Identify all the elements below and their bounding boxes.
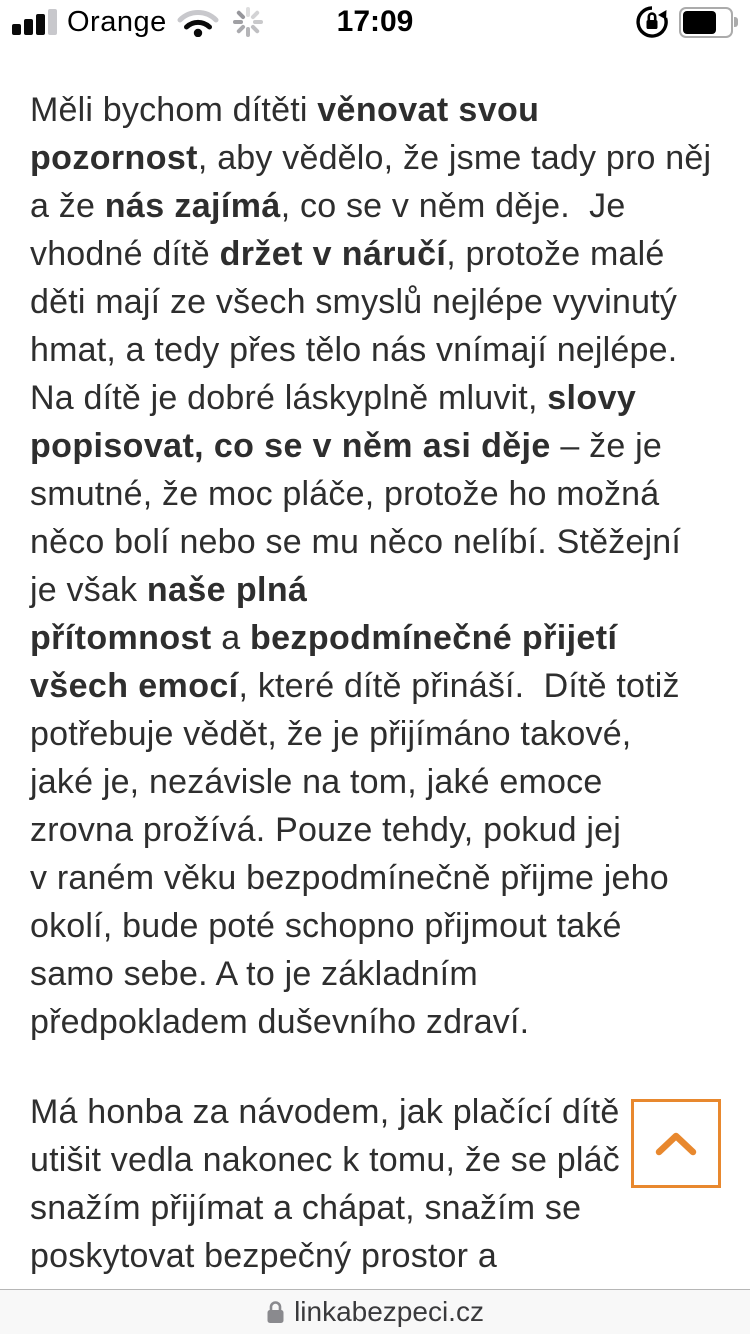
text-line: přítomnost a bezpodmínečné přijetí bbox=[30, 619, 618, 657]
text-line: okolí, bude poté schopno přijmout také bbox=[30, 907, 622, 945]
text-line: hmat, a tedy přes tělo nás vnímají nejlépe. bbox=[30, 331, 678, 369]
text-line: všech emocí, které dítě přináší. Dítě totiž bbox=[30, 667, 680, 705]
paragraph bbox=[30, 1088, 720, 1280]
rotation-lock-icon bbox=[635, 5, 669, 39]
text-line: děti mají ze všech smyslů nejlépe vyvinutý bbox=[30, 283, 678, 321]
safari-url-bar[interactable] bbox=[0, 1289, 750, 1334]
text-line: utišit vedla nakonec k tomu, že se pláč bbox=[30, 1141, 620, 1179]
status-bar-left bbox=[12, 5, 263, 39]
scroll-to-top-button[interactable] bbox=[631, 1099, 721, 1188]
loading-spinner-icon bbox=[229, 5, 263, 39]
url-host-label: linkabezpeci.cz bbox=[294, 1296, 484, 1327]
paragraph bbox=[30, 86, 720, 1046]
carrier-label: Orange bbox=[67, 5, 167, 38]
wifi-icon bbox=[177, 7, 219, 37]
text-line: jaké je, nezávisle na tom, jaké emoce bbox=[30, 763, 603, 801]
text-line: je však naše plná bbox=[30, 571, 308, 609]
cellular-signal-icon bbox=[12, 9, 57, 35]
text-line: pozornost, aby vědělo, že jsme tady pro něj bbox=[30, 139, 712, 177]
text-line: samo sebe. A to je základním bbox=[30, 955, 478, 993]
clock-label: 17:09 bbox=[336, 5, 414, 38]
text-line: Měli bychom dítěti věnovat svou bbox=[30, 91, 540, 129]
text-line: Má honba za návodem, jak plačící dítě bbox=[30, 1093, 620, 1131]
battery-icon bbox=[679, 7, 738, 38]
status-bar bbox=[0, 0, 750, 44]
text-line: v raném věku bezpodmínečně přijme jeho bbox=[30, 859, 669, 897]
text-line: předpokladem duševního zdraví. bbox=[30, 1003, 530, 1041]
text-line: vhodné dítě držet v náručí, protože malé bbox=[30, 235, 665, 273]
text-line: poskytovat bezpečný prostor a bbox=[30, 1237, 497, 1275]
text-line: zrovna prožívá. Pouze tehdy, pokud jej bbox=[30, 811, 621, 849]
text-line: potřebuje vědět, že je přijímáno takové, bbox=[30, 715, 632, 753]
text-line: popisovat, co se v něm asi děje – že je bbox=[30, 427, 662, 465]
text-line: Na dítě je dobré láskyplně mluvit, slovy bbox=[30, 379, 637, 417]
article-text bbox=[30, 86, 720, 1280]
text-line: snažím přijímat a chápat, snažím se bbox=[30, 1189, 582, 1227]
text-line: smutné, že moc pláče, protože ho možná bbox=[30, 475, 660, 513]
text-line: něco bolí nebo se mu něco nelíbí. Stěžejní bbox=[30, 523, 682, 561]
text-line: a že nás zajímá, co se v něm děje. Je bbox=[30, 187, 626, 225]
lock-icon bbox=[266, 1299, 285, 1325]
status-bar-right bbox=[635, 5, 738, 39]
chevron-up-icon bbox=[654, 1131, 698, 1157]
